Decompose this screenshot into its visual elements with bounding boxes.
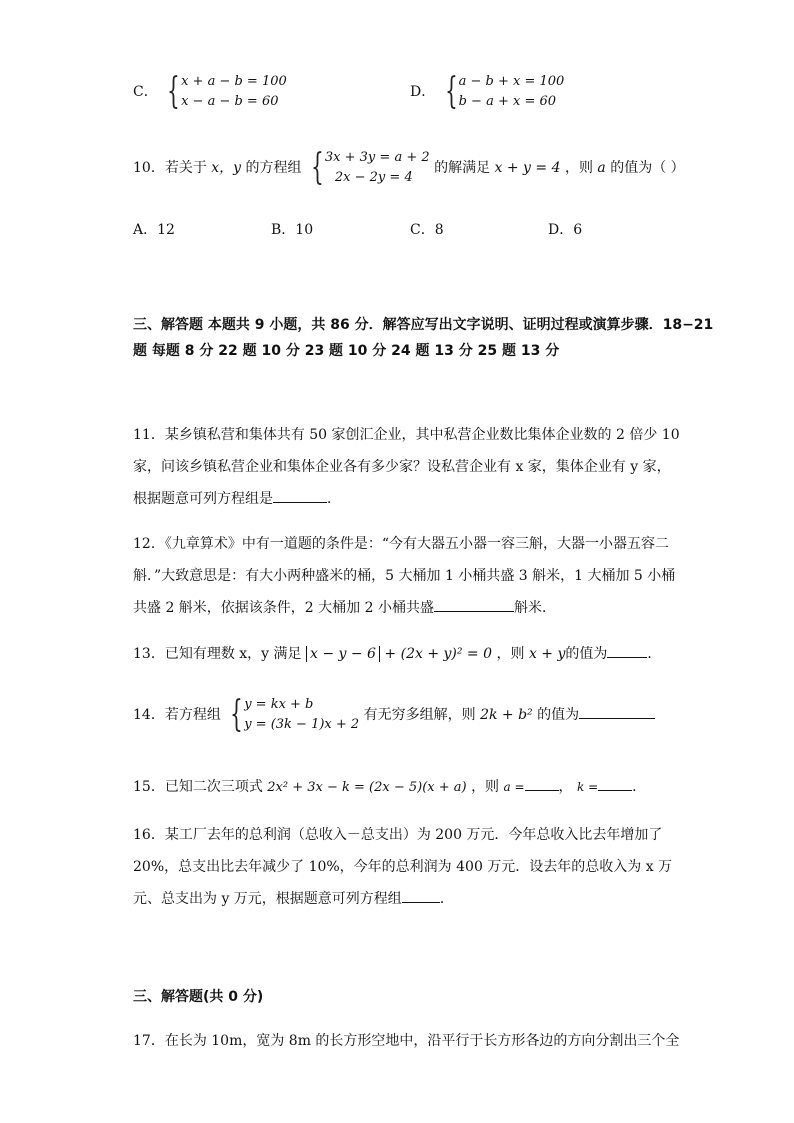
q13-tail: 的值为 [565, 646, 608, 662]
q14-pre: 14．若方程组 [133, 707, 221, 723]
left-brace-icon: { [230, 694, 244, 735]
q9-option-d-system [440, 72, 565, 112]
q9-option-d-eq1: a − b + x = 100 [458, 74, 565, 89]
q17-line1: 17．在长为 10m，宽为 8m 的长方形空地中，沿平行于长方形各边的方向分割出三个全 [133, 1033, 680, 1049]
q14-stem [133, 695, 655, 735]
q11-answer-blank[interactable] [273, 488, 327, 503]
left-brace-icon: { [167, 71, 180, 112]
q9-option-d [410, 72, 564, 112]
q9-option-d-eq2: b − a + x = 60 [458, 94, 557, 109]
q11-line1: 11．某乡镇私营和集体共有 50 家创汇企业，其中私营企业数比集体企业数的 2 倍少 10 [133, 427, 680, 443]
q10-vars: x，y [211, 160, 242, 176]
q16-line2: 20%，总支出比去年减少了 10%，今年的总利润为 400 万元．设去年的总收入为 x 万 [133, 859, 673, 875]
q15-stem [133, 776, 646, 796]
q10-tail: 的值为（ ） [610, 160, 685, 176]
q12-line3 [133, 597, 556, 617]
q16-end: ． [439, 891, 454, 907]
q10-option-d: D．6 [548, 222, 583, 238]
q10-prefix: 10．若关于 [133, 160, 207, 176]
q10-stem [133, 148, 685, 188]
q12-line3-text: 共盛 2 斛米，依据该条件，2 大桶加 2 小桶共盛 [133, 600, 434, 616]
q10-option-a: A．12 [133, 222, 175, 238]
left-brace-icon: { [444, 71, 458, 112]
q15-post: ，则 [471, 779, 500, 795]
q11-line3-text: 根据题意可列方程组是 [133, 491, 273, 507]
q11-line2: 家，问该乡镇私营企业和集体企业各有多少家？设私营企业有 x 家，集体企业有 y 家， [133, 459, 671, 475]
q14-answer-blank[interactable] [579, 704, 655, 719]
q11-line3 [133, 488, 341, 508]
q13-rest: + (2x + y)² = 0 [384, 646, 493, 662]
q12-line1: 12．《九章算术》中有一道题的条件是：“今有大器五小器一容三斛，大器一小器五容二 [133, 536, 669, 552]
section-heading-line1: 三、解答题 本题共 9 小题，共 86 分．解答应写出文字说明、证明过程或演算步骤．18−21 [133, 317, 714, 333]
q15-k-eq: k = [577, 780, 599, 794]
q11-end: ． [327, 491, 341, 507]
q13-post: ，则 [496, 646, 525, 662]
q10-option-b: B．10 [271, 222, 314, 238]
q13-end: ． [647, 646, 662, 662]
q15-k-blank[interactable] [598, 776, 632, 791]
q13-abs-expr: x − y − 6 [306, 646, 380, 662]
q14-expr: 2k + b² [480, 707, 533, 723]
q15-a-blank[interactable] [525, 776, 559, 791]
q13-stem [133, 643, 661, 663]
q15-end: ． [632, 779, 647, 795]
q14-mid: 有无穷多组解，则 [363, 707, 476, 723]
q16-answer-blank[interactable] [402, 888, 440, 903]
q16-line1: 16．某工厂去年的总利润（总收入－总支出）为 200 万元．今年总收入比去年增加了 [133, 827, 663, 843]
q10-a: a [597, 160, 606, 176]
q14-eq1: y = kx + b [244, 697, 314, 712]
q14-tail: 的值为 [537, 707, 580, 723]
q9-option-d-letter: D． [410, 84, 436, 100]
q10-mid: 的方程组 [245, 160, 302, 176]
q14-system [225, 695, 359, 735]
q13-answer-blank[interactable] [607, 643, 647, 658]
q9-option-c [133, 72, 287, 112]
q10-cond-pre: 的解满足 [434, 160, 491, 176]
q15-sep: ， [558, 779, 573, 795]
q12-end: 斛米． [513, 600, 556, 616]
section-heading-line2: 题 每题 8 分 22 题 10 分 23 题 10 分 24 题 13 分 25 题 13 分 [133, 343, 560, 359]
q15-expr: 2x² + 3x − k = (2x − 5)(x + a) [267, 780, 467, 795]
q15-pre: 15．已知二次三项式 [133, 779, 263, 795]
q13-expr: x + y [528, 646, 566, 662]
q9-option-c-eq1: x + a − b = 100 [181, 74, 287, 89]
q9-option-c-system [162, 72, 287, 112]
section-b-heading: 三、解答题(共 0 分) [133, 989, 264, 1005]
q14-eq2: y = (3k − 1)x + 2 [244, 717, 360, 732]
q15-a-eq: a = [503, 780, 525, 794]
q9-option-c-letter: C． [133, 84, 158, 100]
q12-answer-blank[interactable] [434, 597, 514, 612]
q10-system [306, 148, 430, 188]
q10-option-c: C．8 [410, 222, 444, 238]
q10-cond: x + y = 4 [494, 160, 561, 176]
q10-eq2: 2x − 2y = 4 [334, 170, 413, 185]
q12-line2: 斛．”大致意思是：有大小两种盛米的桶，5 大桶加 1 小桶共盛 3 斛米，1 大桶加 5 小桶 [133, 568, 676, 584]
left-brace-icon: { [311, 147, 324, 188]
q16-line3 [133, 888, 454, 908]
q16-line3-text: 元、总支出为 y 万元，根据题意可列方程组 [133, 891, 402, 907]
q10-eq1: 3x + 3y = a + 2 [324, 150, 430, 165]
q10-cond-post: ，则 [564, 160, 593, 176]
q9-option-c-eq2: x − a − b = 60 [181, 94, 279, 109]
q13-pre: 13．已知有理数 x，y 满足 [133, 646, 302, 662]
